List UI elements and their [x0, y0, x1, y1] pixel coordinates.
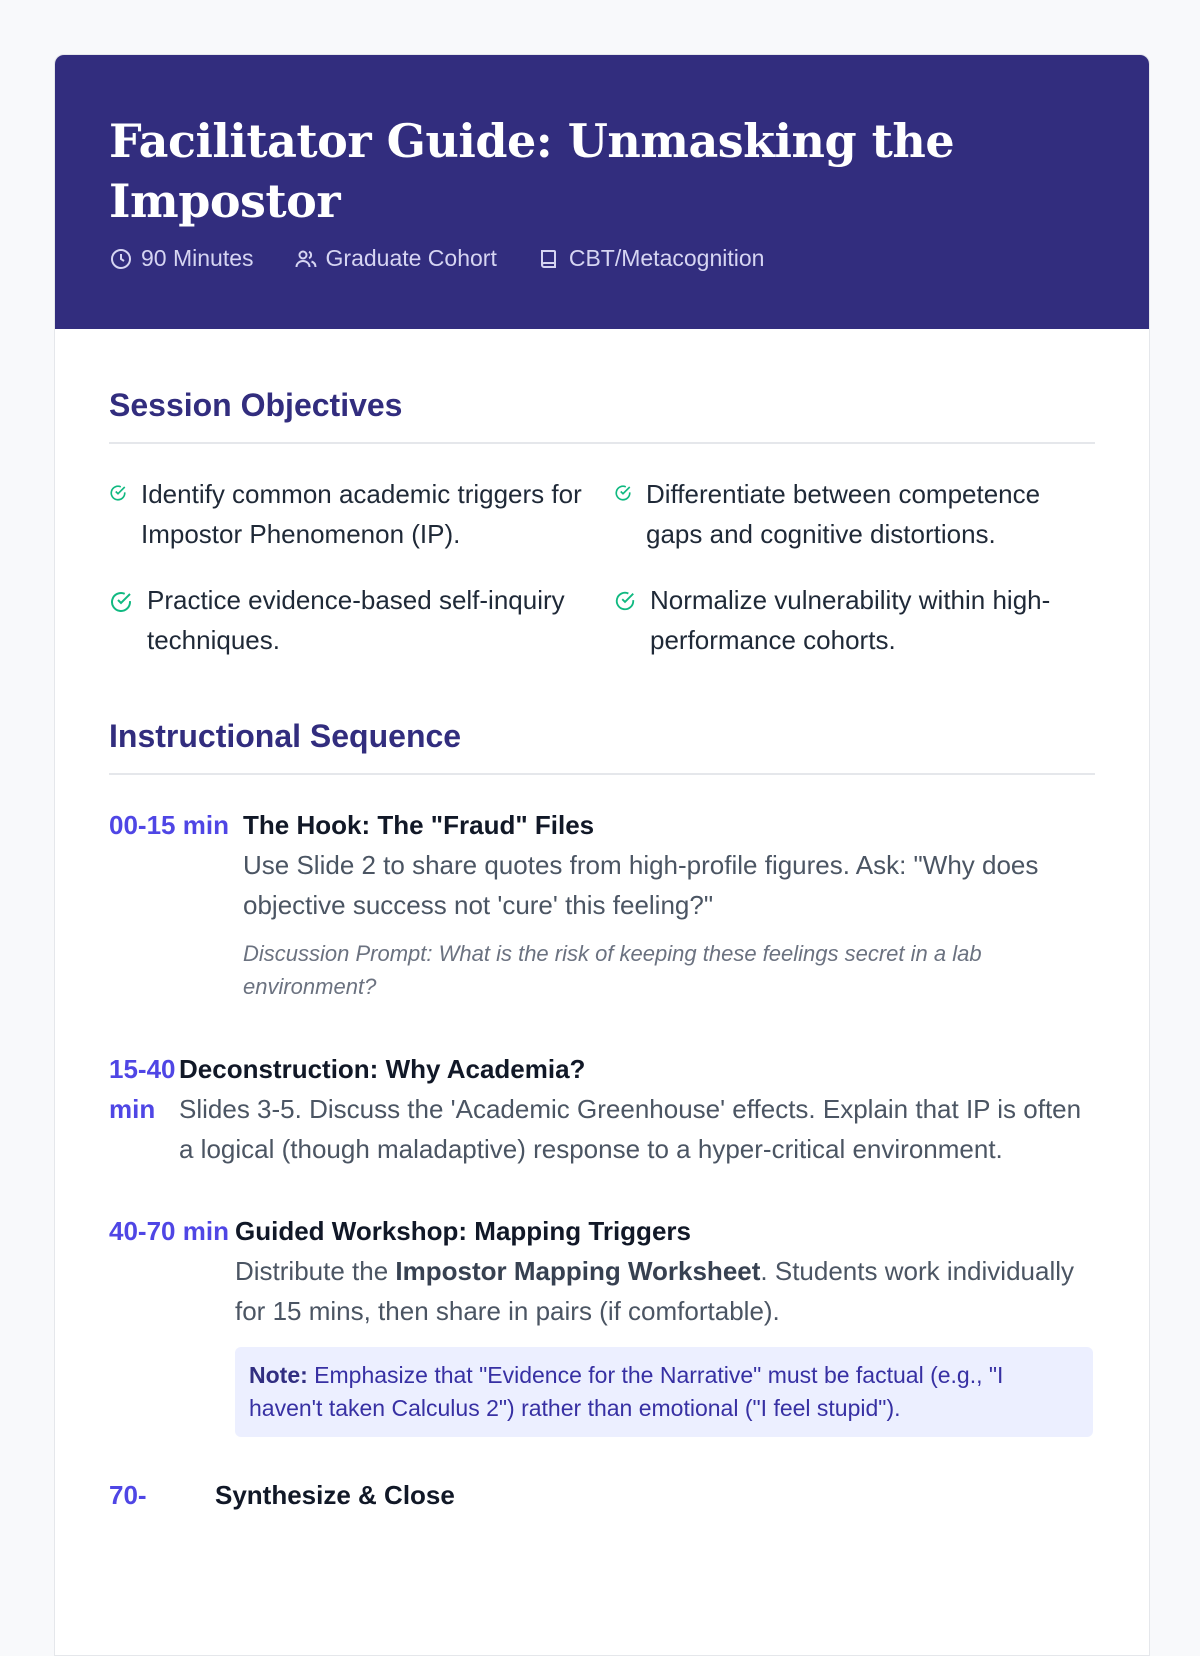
users-icon — [294, 247, 318, 271]
worksheet-name: Impostor Mapping Worksheet — [395, 1256, 761, 1286]
objective-text: Identify common academic triggers for Impostor Phenomenon (IP). — [141, 479, 582, 549]
book-icon — [537, 247, 561, 271]
note-text: Emphasize that "Evidence for the Narrative" must be factual (e.g., "I haven't taken Calculus 2") rather than emotional ("I feel stupid"). — [249, 1362, 1004, 1421]
meta-audience-label: Graduate Cohort — [325, 245, 497, 271]
objective-item — [614, 580, 1094, 660]
step-description: Use Slide 2 to share quotes from high-profile figures. Ask: "Why does objective success not 'cure' this feeling?" — [243, 850, 1039, 920]
step-title: Synthesize & Close — [215, 1480, 455, 1510]
check-circle-icon — [614, 590, 636, 612]
objective-item — [614, 474, 1094, 554]
step-time: 00-15 min — [109, 810, 229, 840]
check-circle-icon — [614, 484, 632, 502]
guide-body — [55, 387, 1149, 1515]
check-circle-icon — [109, 590, 133, 614]
meta-framework-label: CBT/Metacognition — [568, 245, 765, 271]
objective-item — [109, 474, 614, 554]
objective-text: Differentiate between competence gaps and cognitive distortions. — [646, 479, 1041, 549]
meta-duration — [109, 245, 254, 272]
meta-duration-label: 90 Minutes — [141, 245, 254, 271]
objective-text: Practice evidence-based self-inquiry techniques. — [147, 585, 565, 655]
objectives-list — [109, 474, 1095, 660]
facilitator-note — [235, 1347, 1093, 1437]
step-description — [235, 1251, 1093, 1331]
sequence-list — [109, 805, 1095, 1515]
objective-text: Normalize vulnerability within high-performance cohorts. — [650, 585, 1051, 655]
step-content — [215, 1475, 1093, 1515]
step-description-start: Distribute the — [235, 1256, 396, 1286]
objective-item — [109, 580, 614, 660]
step-title: Deconstruction: Why Academia? — [179, 1054, 586, 1084]
step-time: 15-40 min — [109, 1054, 176, 1124]
meta-audience — [294, 245, 497, 272]
guide-header — [55, 55, 1149, 329]
meta-bar — [109, 245, 1095, 272]
step-time: 70- — [109, 1480, 147, 1510]
meta-framework — [537, 245, 765, 272]
step-description: Slides 3-5. Discuss the 'Academic Greenhouse' effects. Explain that IP is often a logical (though maladaptive) response to a hyper-critical environment. — [179, 1094, 1082, 1164]
sequence-step — [109, 1211, 1095, 1437]
page-title: Facilitator Guide: Unmasking the Impostor — [109, 114, 955, 228]
sequence-step — [109, 1475, 1095, 1515]
step-title: The Hook: The "Fraud" Files — [243, 810, 595, 840]
sequence-heading: Instructional Sequence — [109, 718, 1095, 775]
step-content — [235, 1211, 1093, 1437]
objectives-heading: Session Objectives — [109, 387, 1095, 444]
step-content — [243, 805, 1093, 1003]
sequence-step — [109, 1049, 1095, 1169]
step-title: Guided Workshop: Mapping Triggers — [235, 1216, 691, 1246]
step-description-end: . Students work individually for 15 mins, then share in pairs (if comfortable). — [235, 1256, 1075, 1326]
guide-card — [54, 54, 1150, 1656]
check-circle-icon — [109, 484, 127, 502]
step-time: 40-70 min — [109, 1216, 229, 1246]
sequence-step — [109, 805, 1095, 1003]
note-label: Note: — [249, 1362, 308, 1388]
discussion-prompt: Discussion Prompt: What is the risk of keeping these feelings secret in a lab environment? — [243, 941, 982, 999]
step-content — [179, 1049, 1093, 1169]
clock-icon — [109, 247, 133, 271]
